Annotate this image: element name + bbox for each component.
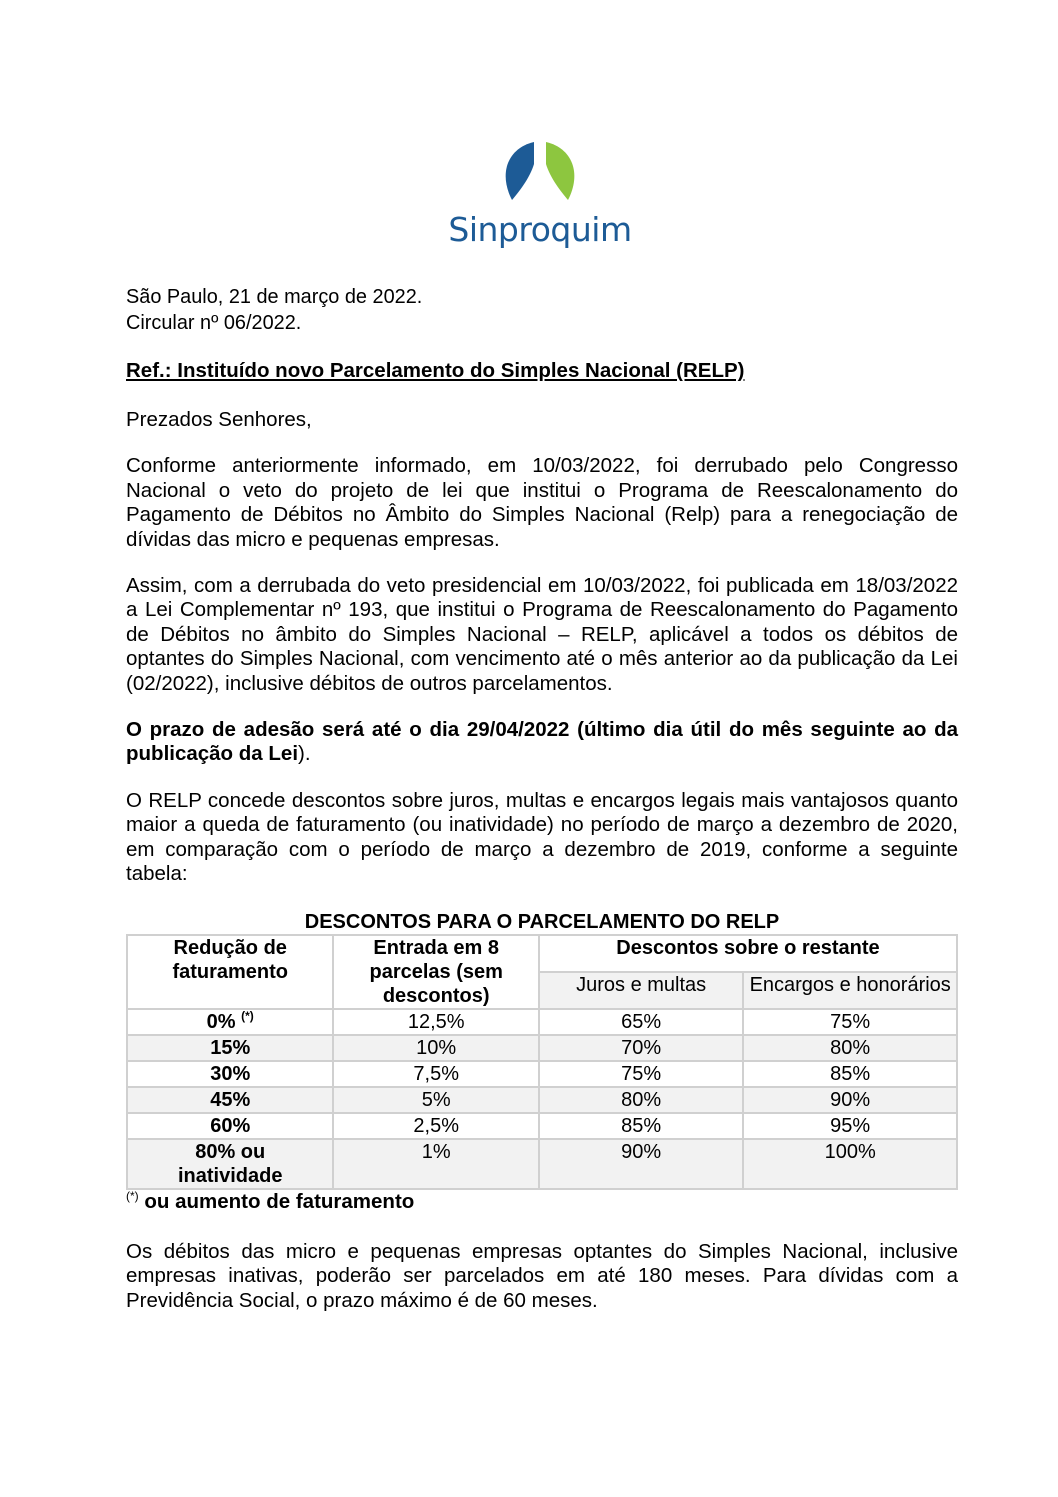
circular-number: Circular nº 06/2022. [126, 311, 302, 334]
cell-entrada: 12,5% [333, 1009, 538, 1035]
header-juros: Juros e multas [539, 972, 743, 1009]
reference-subject: Ref.: Instituído novo Parcelamento do Simples Nacional (RELP) [126, 359, 745, 382]
logo-mark-icon [446, 138, 634, 210]
cell-entrada: 2,5% [333, 1113, 538, 1139]
sinproquim-logo [446, 138, 634, 256]
table-row [127, 1035, 957, 1061]
cell-juros: 70% [539, 1035, 743, 1061]
cell-encargos: 80% [743, 1035, 957, 1061]
cell-entrada: 1% [333, 1139, 538, 1189]
cell-juros: 65% [539, 1009, 743, 1035]
paragraph-lei-complementar: Assim, com a derrubada do veto presidencial em 10/03/2022, foi publicada em 18/03/2022 a Lei Complementar nº 193, que institui o Programa de Reescalonamento do Pagamento de Débitos no âmbito do Simples Nacional – RELP, aplicável a todos os débitos de optantes do Simples Nacional, com vencimento até o mês anterior ao da publicação da Lei (02/2022), inclusive débitos de outros parcelamentos. [126, 574, 958, 695]
header-reducao: Redução de faturamento [127, 935, 333, 1009]
footnote-text: ou aumento de faturamento [138, 1189, 415, 1213]
table-footnote [126, 1190, 958, 1214]
table-row [127, 1139, 957, 1189]
greeting: Prezados Senhores, [126, 408, 312, 431]
cell-entrada: 5% [333, 1087, 538, 1113]
header-entrada: Entrada em 8 parcelas (sem descontos) [333, 935, 538, 1009]
table-title: DESCONTOS PARA O PARCELAMENTO DO RELP [304, 910, 780, 933]
cell-juros: 85% [539, 1113, 743, 1139]
cell-reducao: 60% [127, 1113, 333, 1139]
paragraph-deadline [126, 718, 958, 767]
cell-juros: 90% [539, 1139, 743, 1189]
paragraph-veto: Conforme anteriormente informado, em 10/03/2022, foi derrubado pelo Congresso Nacional o veto do projeto de lei que institui o Programa de Reescalonamento do Pagamento de Débitos no Âmbito do Simples Nacional (Relp) para a renegociação de dívidas das micro e pequenas empresas. [126, 454, 958, 551]
table-header-row [127, 935, 957, 972]
cell-encargos: 90% [743, 1087, 957, 1113]
footnote-mark: (*) [126, 1188, 139, 1203]
cell-reducao: 15% [127, 1035, 333, 1061]
footnote-marker: (*) [241, 1008, 254, 1023]
cell-reducao: 45% [127, 1087, 333, 1113]
letter-body [126, 284, 958, 1313]
paragraph-descontos: O RELP concede descontos sobre juros, multas e encargos legais mais vantajosos quanto maior a queda de faturamento (ou inatividade) no período de março a dezembro de 2020, em comparação com o período de março a dezembro de 2019, conforme a seguinte tabela: [126, 788, 958, 886]
cell-juros: 80% [539, 1087, 743, 1113]
cell-encargos: 95% [743, 1113, 957, 1139]
deadline-tail: ). [298, 742, 311, 766]
header-descontos-group: Descontos sobre o restante [539, 935, 957, 972]
cell-encargos: 75% [743, 1009, 957, 1035]
cell-encargos: 100% [743, 1139, 957, 1189]
cell-entrada: 7,5% [333, 1061, 538, 1087]
cell-reducao: 30% [127, 1061, 333, 1087]
table-row [127, 1087, 957, 1113]
cell-reducao [127, 1009, 333, 1035]
table-row [127, 1061, 957, 1087]
discount-table [126, 934, 958, 1190]
logo-wordmark: Sinproquim [448, 210, 632, 249]
cell-juros: 75% [539, 1061, 743, 1087]
date-line: São Paulo, 21 de março de 2022. [126, 285, 423, 308]
paragraph-prazo-parcelamento: Os débitos das micro e pequenas empresas optantes do Simples Nacional, inclusive empresas inativas, poderão ser parcelados em até 180 meses. Para dívidas com a Previdência Social, o prazo máximo é de 60 meses. [126, 1239, 958, 1312]
header-encargos: Encargos e honorários [743, 972, 957, 1009]
table-row [127, 1113, 957, 1139]
table-row [127, 1009, 957, 1035]
reducao-value: 0% [206, 1010, 236, 1033]
cell-reducao: 80% ou inatividade [127, 1139, 333, 1189]
cell-encargos: 85% [743, 1061, 957, 1087]
deadline-text: O prazo de adesão será até o dia 29/04/2022 (último dia útil do mês seguinte ao da publicação da Lei [126, 718, 958, 766]
cell-entrada: 10% [333, 1035, 538, 1061]
